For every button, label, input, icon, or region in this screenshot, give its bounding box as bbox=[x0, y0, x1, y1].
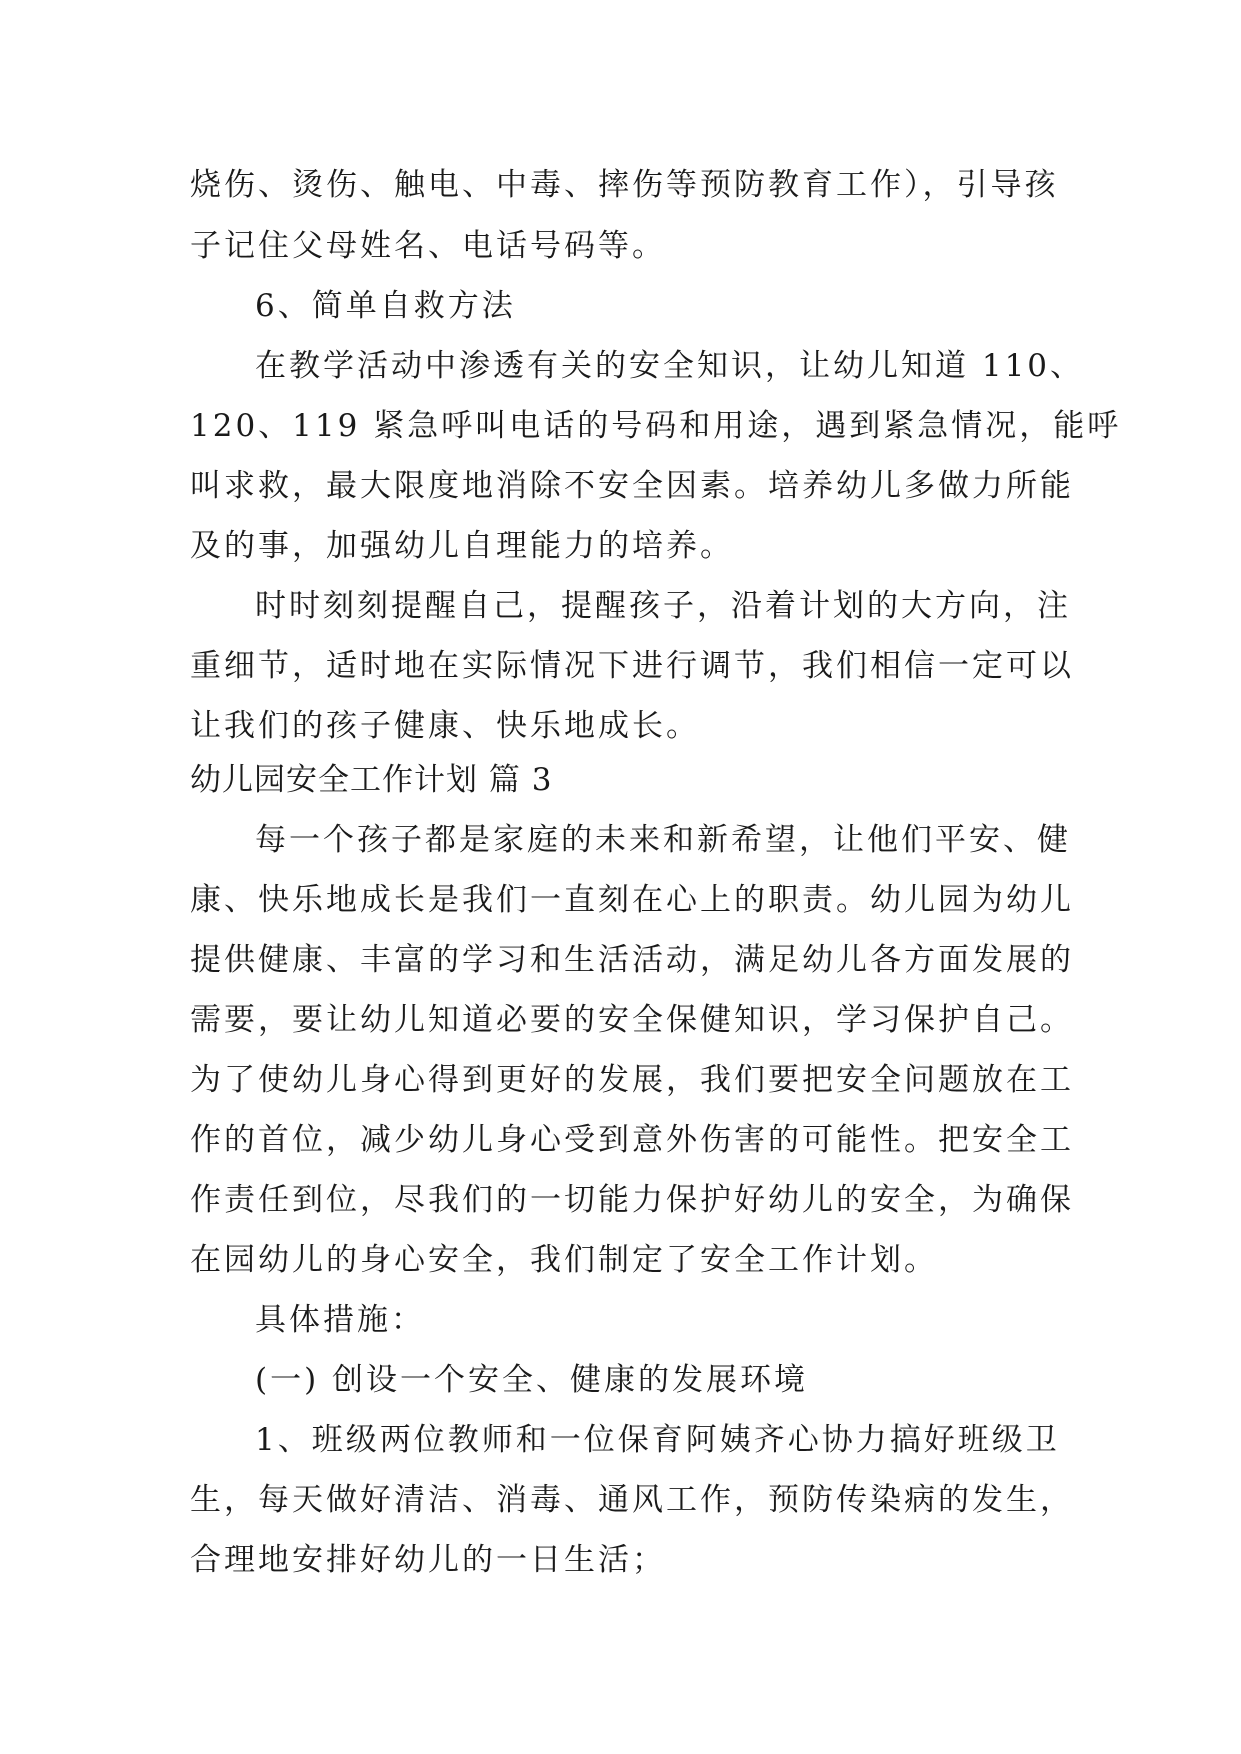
text-line: 提供健康、丰富的学习和生活活动，满足幼儿各方面发展的 bbox=[190, 942, 1074, 978]
section-title: 幼儿园安全工作计划 篇 3 bbox=[190, 762, 553, 798]
paragraph-start: 在教学活动中渗透有关的安全知识，让幼儿知道 110、 bbox=[255, 348, 1085, 384]
text-line: 为了使幼儿身心得到更好的发展，我们要把安全问题放在工 bbox=[190, 1062, 1074, 1098]
section-item-heading: 6、简单自救方法 bbox=[255, 288, 516, 324]
subheading: (一) 创设一个安全、健康的发展环境 bbox=[255, 1362, 809, 1398]
subheading: 具体措施： bbox=[255, 1302, 425, 1338]
paragraph-start: 每一个孩子都是家庭的未来和新希望，让他们平安、健 bbox=[255, 822, 1071, 858]
text-line: 120、119 紧急呼叫电话的号码和用途，遇到紧急情况，能呼 bbox=[190, 408, 1122, 444]
text-line: 作责任到位，尽我们的一切能力保护好幼儿的安全，为确保 bbox=[190, 1182, 1074, 1218]
text-line: 让我们的孩子健康、快乐地成长。 bbox=[190, 708, 700, 744]
text-line: 叫求救，最大限度地消除不安全因素。培养幼儿多做力所能 bbox=[190, 468, 1074, 504]
paragraph-start: 1、班级两位教师和一位保育阿姨齐心协力搞好班级卫 bbox=[255, 1422, 1060, 1458]
text-line: 需要，要让幼儿知道必要的安全保健知识，学习保护自己。 bbox=[190, 1002, 1074, 1038]
text-line: 及的事，加强幼儿自理能力的培养。 bbox=[190, 528, 734, 564]
text-line: 在园幼儿的身心安全，我们制定了安全工作计划。 bbox=[190, 1242, 938, 1278]
paragraph-start: 时时刻刻提醒自己，提醒孩子，沿着计划的大方向，注 bbox=[255, 588, 1071, 624]
text-line: 烧伤、烫伤、触电、中毒、摔伤等预防教育工作），引导孩 bbox=[190, 167, 1059, 203]
text-line: 康、快乐地成长是我们一直刻在心上的职责。幼儿园为幼儿 bbox=[190, 882, 1074, 918]
text-line: 作的首位，减少幼儿身心受到意外伤害的可能性。把安全工 bbox=[190, 1122, 1074, 1158]
text-line: 子记住父母姓名、电话号码等。 bbox=[190, 228, 666, 264]
text-line: 合理地安排好幼儿的一日生活； bbox=[190, 1542, 666, 1578]
text-line: 生，每天做好清洁、消毒、通风工作，预防传染病的发生， bbox=[190, 1482, 1074, 1518]
text-line: 重细节，适时地在实际情况下进行调节，我们相信一定可以 bbox=[190, 648, 1074, 684]
